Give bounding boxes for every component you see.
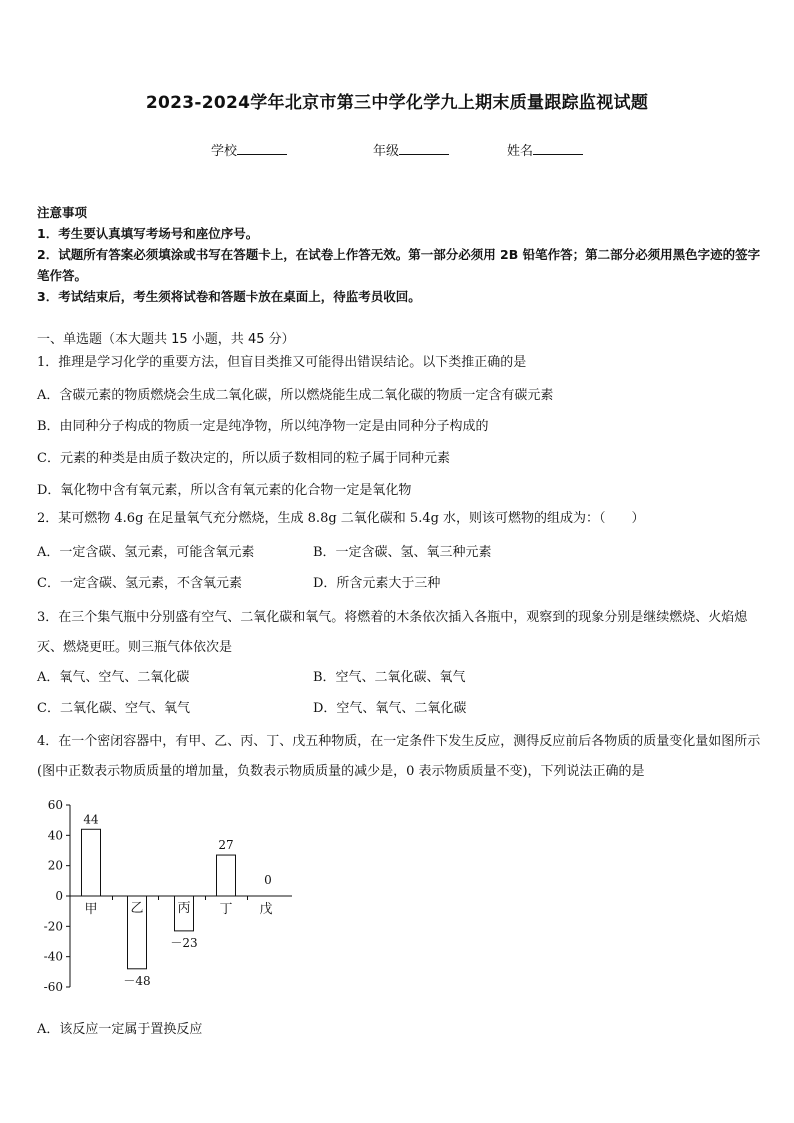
grade-field[interactable] <box>373 140 449 159</box>
category-label: 乙 <box>130 901 144 916</box>
y-tick-label: -60 <box>43 980 63 994</box>
name-blank[interactable] <box>533 142 583 155</box>
y-tick-label: -20 <box>43 919 63 934</box>
question-stem: 4．在一个密闭容器中，有甲、乙、丙、丁、戊五种物质，在一定条件下发生反应，测得反应前后各物质的质量变化量如图所示(图中正数表示物质质量的增加量，负数表示物质质量的减少是，0 表示物质质量不变)，下列说法正确的是 <box>37 734 761 779</box>
notice-item: 2．试题所有答案必须填涂或书写在答题卡上，在试卷上作答无效。第一部分必须用 2B 铅笔作答；第二部分必须用黑色字迹的签字笔作答。 <box>37 247 761 283</box>
answer-option[interactable]: A．该反应一定属于置换反应 <box>37 1022 203 1037</box>
category-label: 丙 <box>177 901 191 916</box>
bar <box>82 829 101 896</box>
answer-option[interactable]: C．一定含碳、氢元素，不含氧元素 <box>37 576 242 591</box>
category-label: 戊 <box>259 902 273 917</box>
bar <box>217 855 236 896</box>
answer-option[interactable]: A．氧气、空气、二氧化碳 <box>37 670 190 685</box>
mass-change-bar-chart <box>30 793 310 1003</box>
notice-block <box>37 202 762 307</box>
answer-option[interactable]: A．一定含碳、氢元素，可能含氧元素 <box>37 545 255 560</box>
y-tick-label: 60 <box>47 798 63 812</box>
grade-label: 年级 <box>373 144 400 159</box>
school-field[interactable] <box>211 140 287 159</box>
notice-item: 1．考生要认真填写考场号和座位序号。 <box>37 226 259 241</box>
y-tick-label: 0 <box>55 889 63 903</box>
school-blank[interactable] <box>237 142 287 155</box>
question-stem: 1．推理是学习化学的重要方法，但盲目类推又可能得出错误结论。以下类推正确的是 <box>37 355 527 370</box>
name-field[interactable] <box>507 140 583 159</box>
category-label: 甲 <box>84 902 98 917</box>
data-label: 0 <box>264 873 272 887</box>
name-label: 姓名 <box>507 144 534 159</box>
section-heading: 一、单选题（本大题共 15 小题，共 45 分） <box>37 332 295 347</box>
data-label: 27 <box>218 838 234 853</box>
question-stem: 2．某可燃物 4.6g 在足量氧气充分燃烧，生成 8.8g 二氧化碳和 5.4g 水，则该可燃物的组成为：（ ） <box>37 511 645 526</box>
answer-option[interactable]: B．一定含碳、氢、氧三种元素 <box>313 545 492 560</box>
y-tick-label: 40 <box>47 828 63 843</box>
answer-option[interactable]: D．空气、氧气、二氧化碳 <box>313 701 467 716</box>
data-label: 44 <box>83 812 99 827</box>
answer-option[interactable]: C．二氧化碳、空气、氧气 <box>37 701 190 716</box>
notice-heading: 注意事项 <box>37 205 88 220</box>
answer-option[interactable]: B．由同种分子构成的物质一定是纯净物，所以纯净物一定是由同种分子构成的 <box>37 419 489 434</box>
answer-option[interactable]: A．含碳元素的物质燃烧会生成二氧化碳，所以燃烧能生成二氧化碳的物质一定含有碳元素 <box>37 388 554 403</box>
answer-option[interactable]: C．元素的种类是由质子数决定的，所以质子数相同的粒子属于同种元素 <box>37 451 450 466</box>
y-tick-label: 20 <box>47 858 63 873</box>
category-label: 丁 <box>219 902 233 917</box>
notice-item: 3．考试结束后，考生须将试卷和答题卡放在桌面上，待监考员收回。 <box>37 289 421 304</box>
exam-title: 2023-2024学年北京市第三中学化学九上期末质量跟踪监视试题 <box>145 93 649 113</box>
data-label: －23 <box>170 935 198 950</box>
question-stem: 3．在三个集气瓶中分别盛有空气、二氧化碳和氧气。将燃着的木条依次插入各瓶中，观察到的现象分别是继续燃烧、火焰熄灭、燃烧更旺。则三瓶气体依次是 <box>37 610 748 655</box>
data-label: －48 <box>123 973 151 988</box>
answer-option[interactable]: B．空气、二氧化碳、氧气 <box>313 670 466 685</box>
grade-blank[interactable] <box>399 142 449 155</box>
school-label: 学校 <box>211 144 238 159</box>
answer-option[interactable]: D．氧化物中含有氧元素，所以含有氧元素的化合物一定是氧化物 <box>37 483 412 498</box>
answer-option[interactable]: D．所含元素大于三种 <box>313 576 441 591</box>
y-tick-label: -40 <box>43 949 63 964</box>
